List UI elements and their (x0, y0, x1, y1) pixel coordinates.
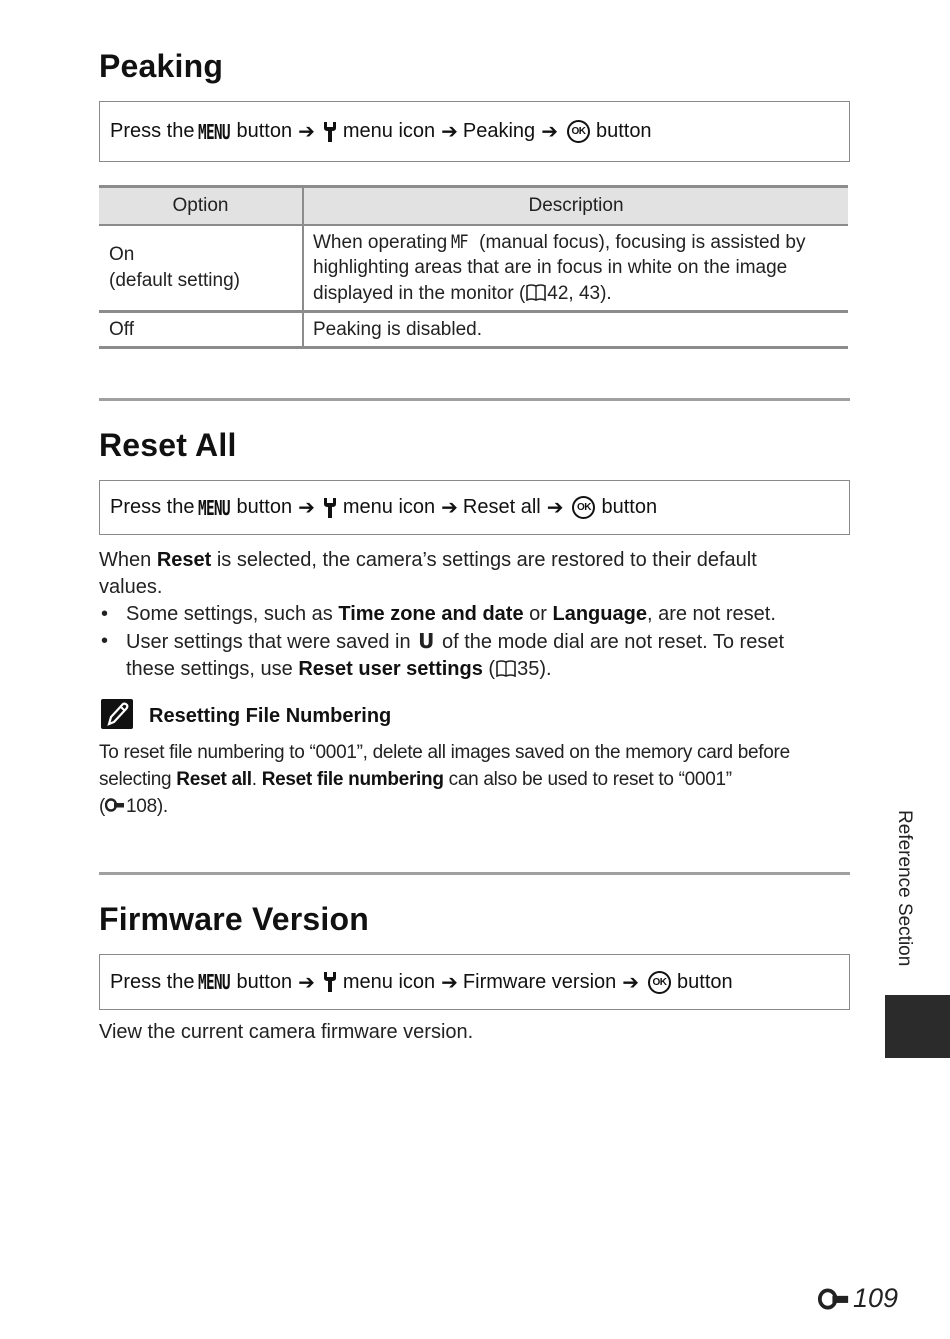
table-header-row (99, 187, 848, 225)
page-number (818, 1283, 898, 1314)
bold-term: Language (552, 603, 647, 625)
menu-path-firmware (99, 954, 850, 1010)
body-text: selecting (99, 769, 172, 790)
peaking-options-table (99, 185, 848, 349)
body-text: , are not reset. (646, 603, 776, 625)
table-row (99, 225, 848, 312)
option-note: (default setting) (109, 269, 240, 291)
menu-path-reset-all (99, 480, 850, 535)
arrow-right-icon: ➔ (441, 497, 458, 519)
description-cell: Peaking is disabled. (303, 312, 848, 348)
reference-section-icon (818, 1288, 850, 1310)
body-text: To reset file numbering to “0001”, delete all images saved on the memory card before (99, 742, 790, 763)
option-cell (99, 225, 303, 312)
nav-text: menu icon (342, 120, 436, 142)
firmware-description: View the current camera firmware version. (99, 1021, 474, 1043)
nav-text: menu icon (342, 970, 436, 993)
list-item (99, 601, 850, 628)
reset-description (99, 547, 850, 601)
nav-item: Reset all (462, 496, 541, 518)
body-text: ( (488, 658, 496, 680)
description-cell (303, 225, 848, 312)
body-text: User settings that were saved in (126, 631, 411, 653)
book-reference-icon (496, 660, 516, 677)
table-header: Description (303, 187, 848, 225)
bold-term: Reset (156, 549, 212, 571)
note-title: Resetting File Numbering (149, 705, 392, 727)
desc-text: (manual focus), focusing is assisted by (479, 231, 806, 253)
bold-term: Reset all (176, 769, 252, 790)
section-divider (99, 398, 850, 401)
ok-button-icon: OK (648, 971, 671, 994)
option-name: On (109, 243, 135, 265)
menu-button-glyph: MENU (198, 495, 231, 520)
wrench-icon (323, 121, 337, 143)
arrow-right-icon: ➔ (441, 971, 458, 994)
nav-text: Press the (110, 496, 195, 518)
body-text: values. (99, 576, 163, 598)
desc-text: When operating (313, 231, 448, 253)
option-name: Off (99, 312, 303, 348)
body-text: ( (99, 796, 106, 817)
page-reference: 108). (126, 796, 168, 817)
nav-text: button (236, 970, 293, 993)
nav-item: Firmware version (462, 970, 617, 993)
arrow-right-icon: ➔ (622, 971, 640, 994)
arrow-right-icon: ➔ (441, 121, 458, 143)
nav-text: button (677, 970, 733, 993)
wrench-icon (323, 497, 337, 519)
bold-term: Time zone and date (338, 603, 524, 625)
list-item (99, 628, 850, 683)
body-text: can also be used to reset to “0001” (448, 769, 732, 790)
body-text: . (251, 769, 257, 790)
body-text: Some settings, such as (126, 603, 333, 625)
nav-text: button (601, 496, 658, 518)
section-title-peaking: Peaking (99, 48, 224, 84)
page-reference: 42, 43). (547, 282, 612, 304)
arrow-right-icon: ➔ (298, 971, 315, 994)
note-body (99, 739, 859, 820)
note-pencil-icon (101, 699, 133, 729)
manual-focus-glyph: MF (451, 230, 468, 253)
page-reference: 35). (517, 658, 552, 680)
book-reference-icon (526, 284, 546, 301)
section-divider (99, 872, 850, 875)
table-row (99, 312, 848, 348)
body-text: is selected, the camera’s settings are restored to their default (216, 549, 757, 571)
nav-text: button (236, 496, 293, 518)
reference-section-icon (105, 798, 125, 812)
nav-text: menu icon (342, 496, 436, 518)
body-text: these settings, use (126, 658, 293, 680)
nav-text: button (595, 120, 652, 142)
page-number-text: 109 (853, 1283, 899, 1313)
table-header: Option (99, 187, 303, 225)
body-text: of the mode dial are not reset. To reset (441, 631, 785, 653)
nav-text: Press the (110, 970, 195, 993)
nav-text: button (236, 120, 293, 142)
body-text: or (529, 603, 547, 625)
desc-text: displayed in the monitor ( (313, 282, 526, 304)
body-text: When (99, 549, 152, 571)
desc-text: highlighting areas that are in focus in white on the image (313, 257, 788, 278)
menu-path-peaking (99, 101, 850, 162)
arrow-right-icon: ➔ (546, 497, 564, 519)
side-section-label: Reference Section (894, 810, 915, 967)
ok-button-icon: OK (567, 120, 590, 143)
menu-button-glyph: MENU (198, 970, 231, 994)
bold-term: Reset user settings (298, 658, 483, 680)
section-title-reset-all: Reset All (99, 427, 237, 463)
arrow-right-icon: ➔ (298, 497, 315, 519)
side-section-tab (885, 995, 950, 1058)
nav-item: Peaking (462, 120, 536, 142)
arrow-right-icon: ➔ (298, 121, 315, 143)
nav-text: Press the (110, 120, 195, 142)
wrench-icon (323, 971, 337, 993)
arrow-right-icon: ➔ (541, 121, 558, 143)
user-mode-glyph: U (418, 629, 435, 653)
bold-term: Reset file numbering (261, 769, 444, 790)
section-title-firmware-version: Firmware Version (99, 901, 369, 937)
bullet-icon: • (101, 603, 109, 625)
menu-button-glyph: MENU (198, 119, 231, 144)
ok-button-icon: OK (572, 496, 595, 519)
bullet-icon: • (101, 630, 109, 652)
